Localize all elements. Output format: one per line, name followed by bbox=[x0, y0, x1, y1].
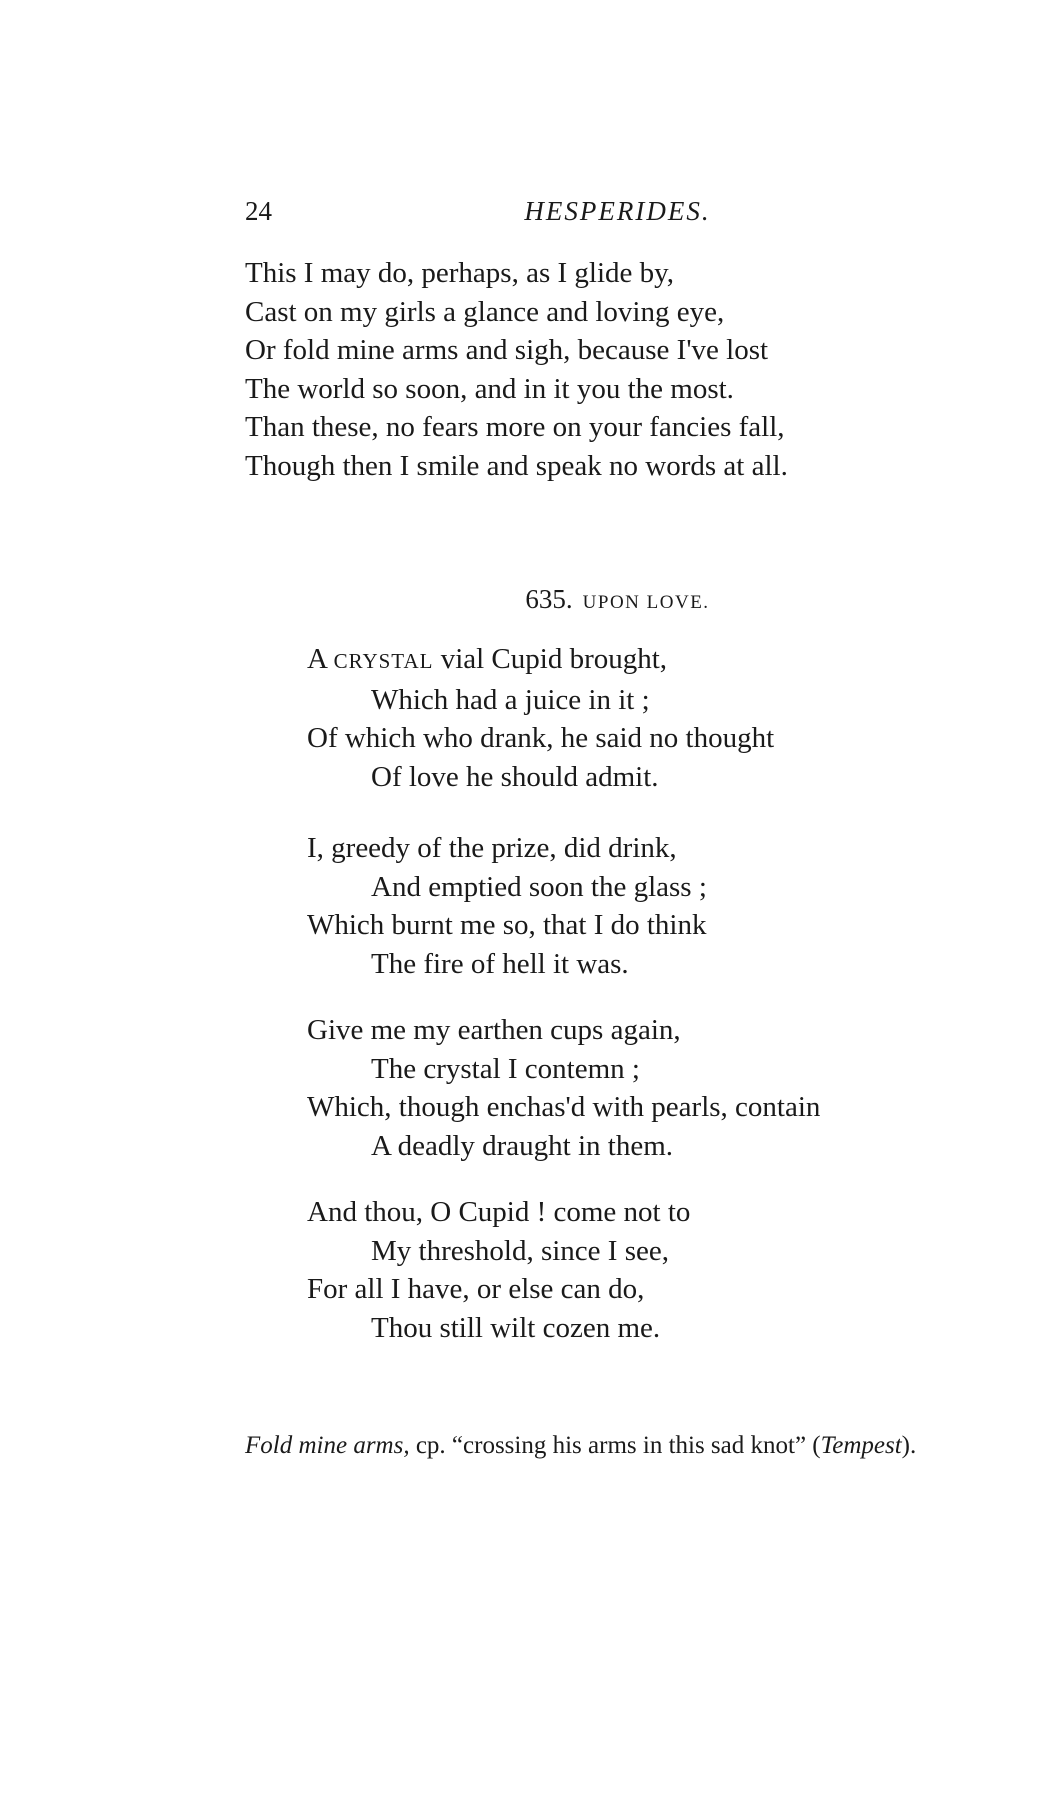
verse-line: The fire of hell it was. bbox=[371, 947, 629, 980]
verse-line: Cast on my girls a glance and loving eye, bbox=[245, 295, 725, 328]
verse-line: Of which who drank, he said no thought bbox=[307, 722, 775, 754]
opening-stanza bbox=[245, 254, 788, 485]
verse-line: Thou still wilt cozen me. bbox=[371, 1311, 661, 1344]
running-head bbox=[245, 196, 990, 232]
small-caps-word: CRYSTAL bbox=[333, 649, 434, 673]
verse-line: Or fold mine arms and sigh, because I've lost bbox=[245, 334, 769, 366]
stanza-1 bbox=[307, 640, 774, 796]
verse-line bbox=[307, 640, 774, 681]
page-number: 24 bbox=[245, 196, 272, 226]
verse-line: For all I have, or else can do, bbox=[307, 1273, 645, 1305]
poem-title: UPON LOVE. bbox=[582, 592, 710, 613]
footnote-lemma: Fold mine arms, bbox=[245, 1432, 410, 1459]
initial-word: A bbox=[307, 643, 327, 675]
verse-line: Though then I smile and speak no words at all. bbox=[245, 449, 788, 482]
verse-line: My threshold, since I see, bbox=[371, 1234, 669, 1267]
verse-line: Which, though enchas'd with pearls, contain bbox=[307, 1091, 821, 1123]
running-title: HESPERIDES. bbox=[524, 196, 711, 226]
verse-line-rest: vial Cupid brought, bbox=[440, 643, 668, 675]
verse-line: Than these, no fears more on your fancies fall, bbox=[245, 411, 785, 443]
footnote bbox=[245, 1431, 990, 1461]
verse-line: The crystal I contemn ; bbox=[371, 1052, 640, 1085]
footnote-text-end: ). bbox=[901, 1432, 917, 1459]
stanza-3 bbox=[307, 1011, 820, 1165]
verse-line: Which burnt me so, that I do think bbox=[307, 909, 707, 941]
poem-heading bbox=[245, 584, 990, 615]
verse-line: Of love he should admit. bbox=[371, 760, 659, 793]
verse-line: I, greedy of the prize, did drink, bbox=[307, 832, 677, 864]
footnote-text: cp. “crossing his arms in this sad knot” ( bbox=[409, 1432, 821, 1459]
stanza-2 bbox=[307, 829, 707, 983]
verse-line: Which had a juice in it ; bbox=[371, 683, 650, 716]
verse-line: A deadly draught in them. bbox=[371, 1129, 674, 1162]
verse-line: Give me my earthen cups again, bbox=[307, 1014, 681, 1046]
verse-line: And emptied soon the glass ; bbox=[371, 870, 707, 903]
verse-line: This I may do, perhaps, as I glide by, bbox=[245, 257, 674, 289]
poem-number: 635. bbox=[525, 584, 573, 614]
footnote-source: Tempest bbox=[820, 1432, 902, 1459]
stanza-4 bbox=[307, 1193, 690, 1347]
verse-line: The world so soon, and in it you the most. bbox=[245, 372, 734, 405]
verse-line: And thou, O Cupid ! come not to bbox=[307, 1196, 691, 1228]
